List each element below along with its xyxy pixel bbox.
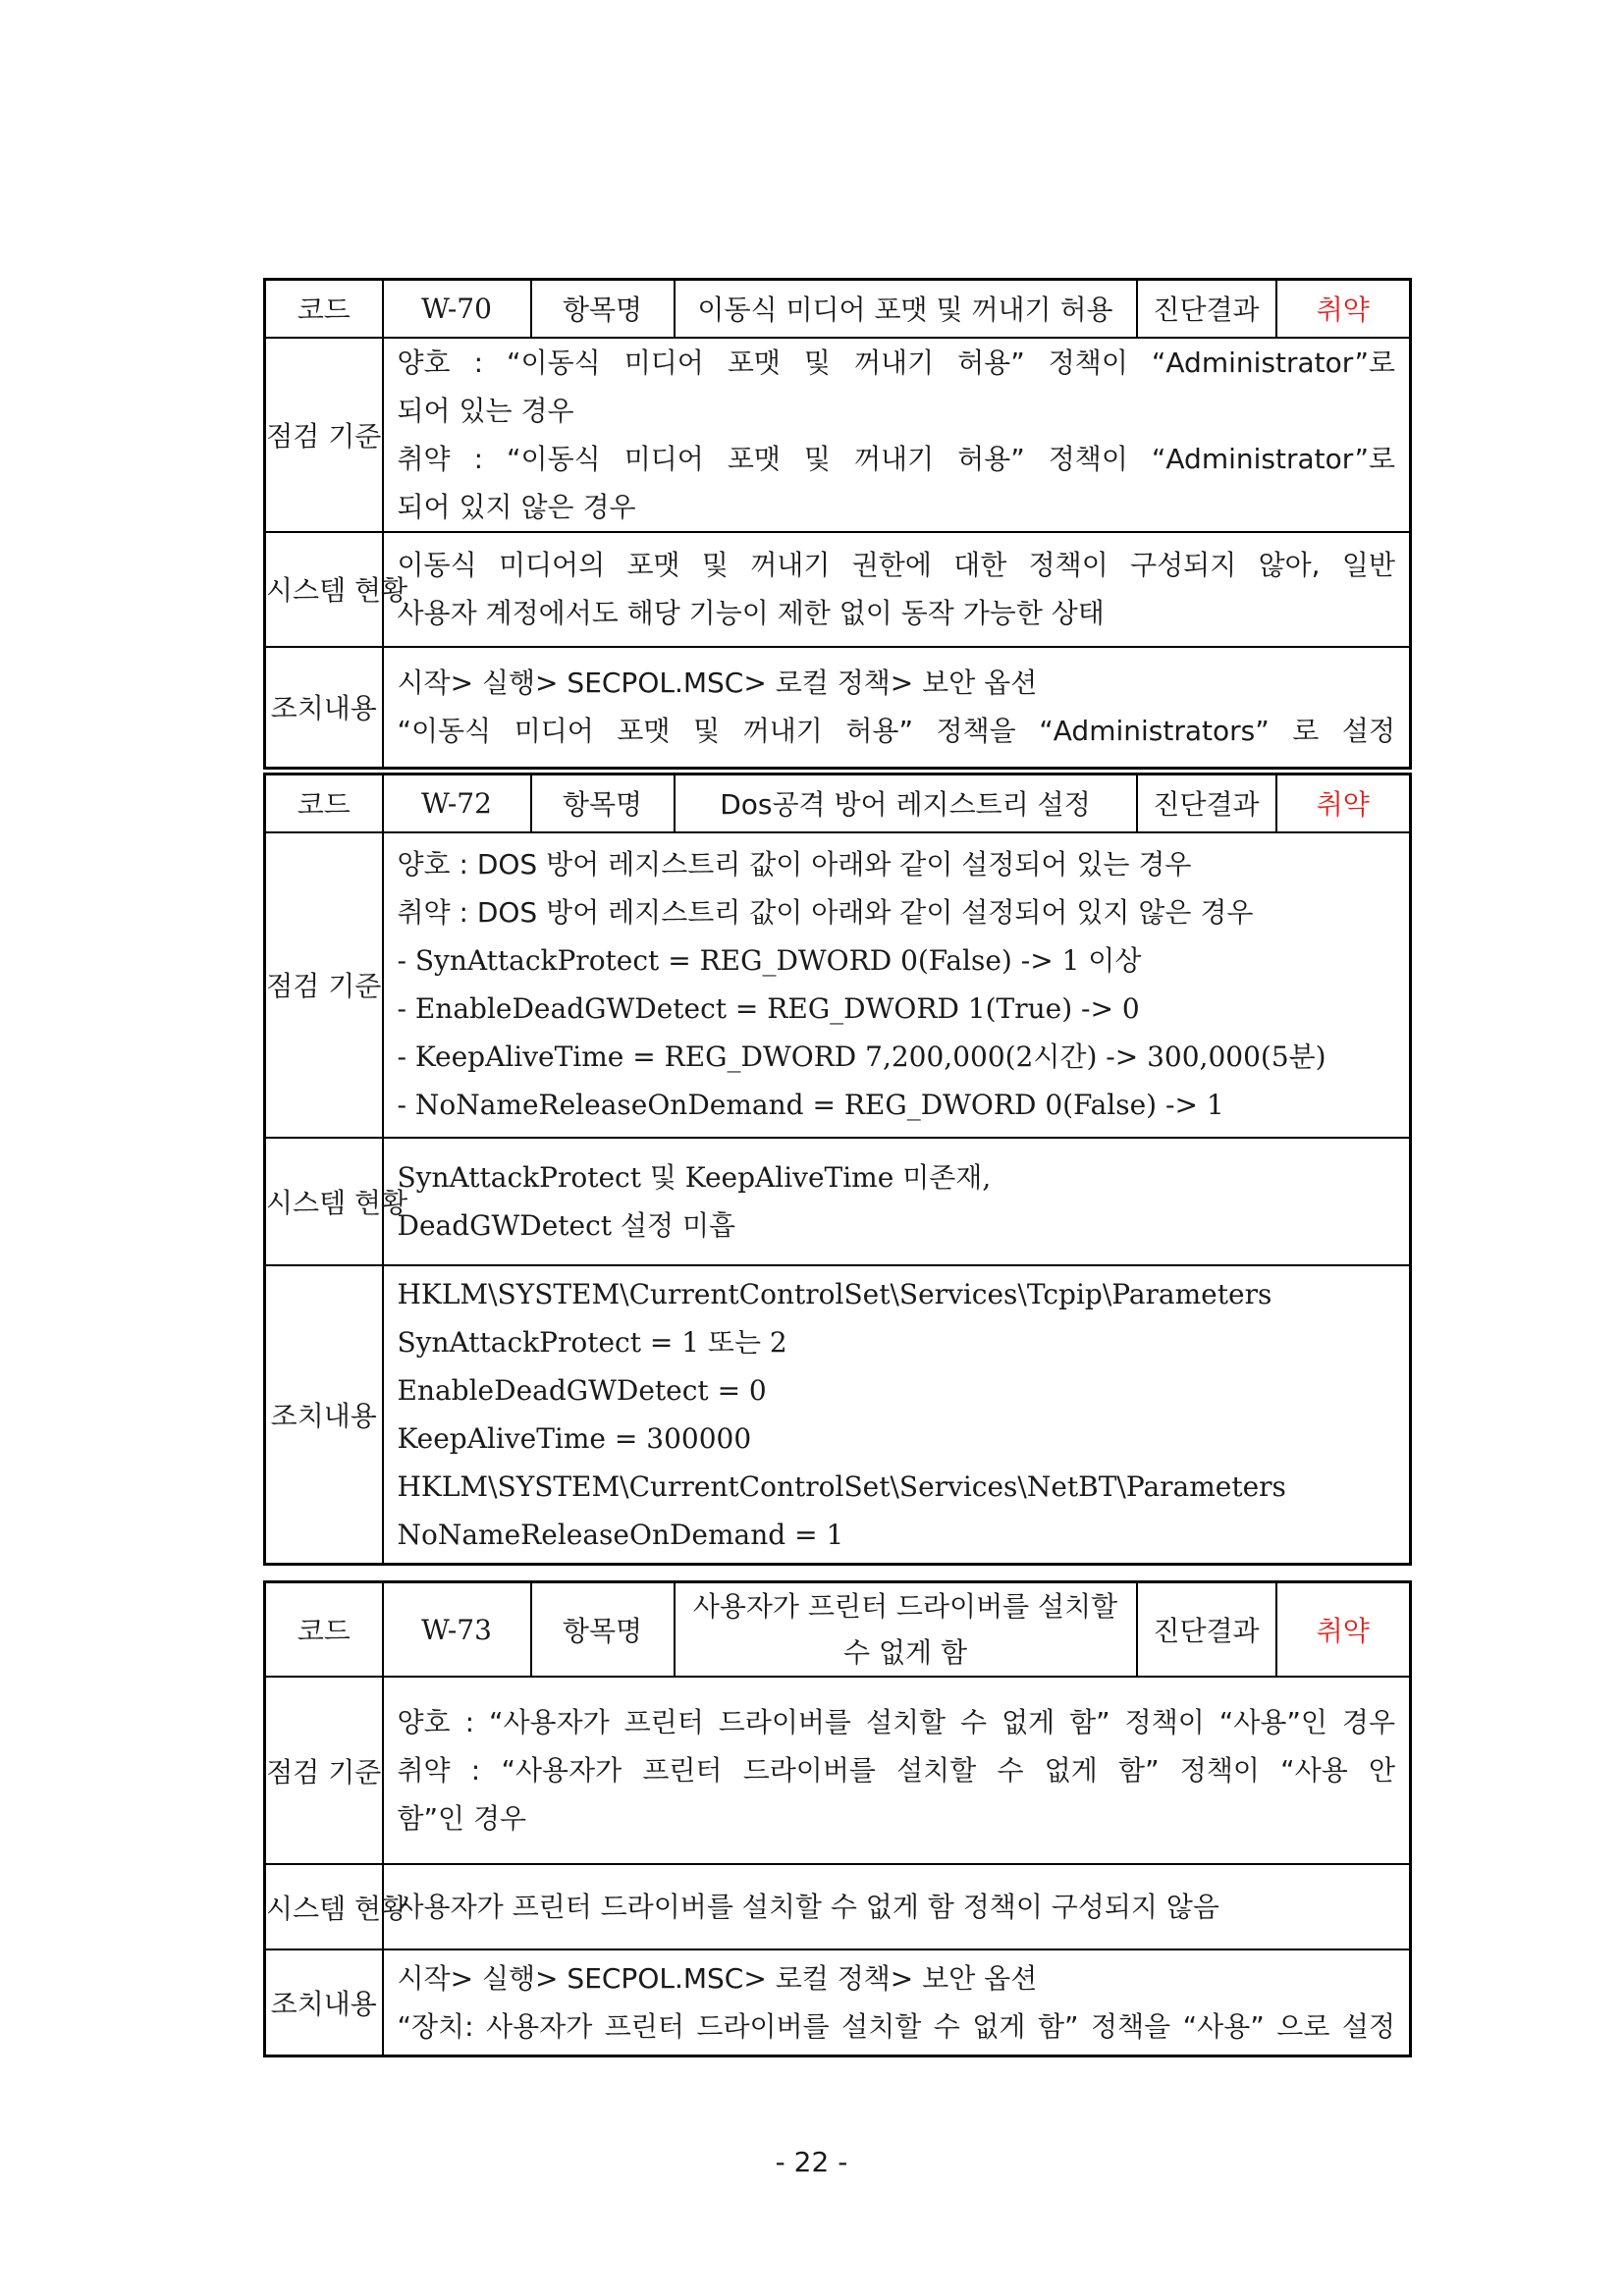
criteria-line: 되어 있지 않은 경우 xyxy=(397,490,636,523)
status-line: 이동식 미디어의 포맷 및 꺼내기 권한에 대한 정책이 구성되지 않아, 일반 xyxy=(397,549,1395,581)
criteria-line: - EnableDeadGWDetect = REG_DWORD 1(True) -> 0 xyxy=(397,992,1140,1025)
status-label: 시스템 현황 xyxy=(265,532,383,647)
criteria-line: 양호 : “사용자가 프린터 드라이버를 설치할 수 없게 함” 정책이 “사용”인 경우 xyxy=(397,1706,1395,1738)
code-label: 코드 xyxy=(265,280,383,338)
status-content xyxy=(383,532,1411,647)
action-row xyxy=(265,1265,1411,1565)
action-label: 조치내용 xyxy=(265,1265,383,1565)
status-label: 시스템 현황 xyxy=(265,1138,383,1265)
criteria-label: 점검 기준 xyxy=(265,832,383,1138)
name-value: Dos공격 방어 레지스트리 설정 xyxy=(675,774,1137,832)
criteria-line: - KeepAliveTime = REG_DWORD 7,200,000(2시간) -> 300,000(5분) xyxy=(397,1041,1326,1073)
status-line: SynAttackProtect 및 KeepAliveTime 미존재, xyxy=(397,1160,992,1194)
criteria-line: - SynAttackProtect = REG_DWORD 0(False) -> 1 이상 xyxy=(397,944,1142,977)
code-label: 코드 xyxy=(265,1582,383,1678)
criteria-row xyxy=(265,832,1411,1138)
result-label: 진단결과 xyxy=(1137,774,1276,832)
action-line: KeepAliveTime = 300000 xyxy=(397,1421,752,1455)
name-value xyxy=(675,1582,1137,1678)
action-row xyxy=(265,647,1411,769)
action-label: 조치내용 xyxy=(265,647,383,769)
criteria-label: 점검 기준 xyxy=(265,1677,383,1864)
audit-item-w70 xyxy=(263,278,1412,770)
criteria-content xyxy=(383,338,1411,532)
item-header-row xyxy=(265,280,1411,338)
name-line: 사용자가 프린터 드라이버를 설치할 xyxy=(692,1590,1118,1623)
action-line: SynAttackProtect = 1 또는 2 xyxy=(397,1325,787,1359)
criteria-line: 함”인 경우 xyxy=(397,1802,527,1835)
action-line: 시작> 실행> SECPOL.MSC> 로컬 정책> 보안 옵션 xyxy=(397,1961,1038,1995)
criteria-line: 되어 있는 경우 xyxy=(397,394,574,427)
criteria-line: 취약 : DOS 방어 레지스트리 값이 아래와 같이 설정되어 있지 않은 경우 xyxy=(397,896,1254,929)
action-content xyxy=(383,1949,1411,2056)
result-value: 취약 xyxy=(1276,774,1411,832)
criteria-content xyxy=(383,1677,1411,1864)
criteria-line: - NoNameReleaseOnDemand = REG_DWORD 0(False) -> 1 xyxy=(397,1089,1224,1121)
criteria-line: 취약 : “이동식 미디어 포맷 및 꺼내기 허용” 정책이 “Administrator”로 xyxy=(397,442,1395,475)
code-value: W-70 xyxy=(383,280,531,338)
criteria-line: 양호 : “이동식 미디어 포맷 및 꺼내기 허용” 정책이 “Administrator”로 xyxy=(397,346,1395,379)
item-header-row xyxy=(265,774,1411,832)
name-label: 항목명 xyxy=(531,774,675,832)
code-value: W-72 xyxy=(383,774,531,832)
code-label: 코드 xyxy=(265,774,383,832)
result-label: 진단결과 xyxy=(1137,280,1276,338)
status-content xyxy=(383,1138,1411,1265)
code-value: W-73 xyxy=(383,1582,531,1678)
result-label: 진단결과 xyxy=(1137,1582,1276,1678)
name-label: 항목명 xyxy=(531,1582,675,1678)
status-line: DeadGWDetect 설정 미흡 xyxy=(397,1208,736,1242)
audit-item-w73 xyxy=(263,1580,1412,2057)
action-line: EnableDeadGWDetect = 0 xyxy=(397,1373,767,1407)
action-row xyxy=(265,1949,1411,2056)
audit-item-w72 xyxy=(263,773,1412,1566)
criteria-content xyxy=(383,832,1411,1138)
action-line: HKLM\SYSTEM\CurrentControlSet\Services\NetBT\Parameters xyxy=(397,1469,1286,1503)
status-line: 사용자 계정에서도 해당 기능이 제한 없이 동작 가능한 상태 xyxy=(397,597,1105,629)
action-content xyxy=(383,647,1411,769)
criteria-line: 양호 : DOS 방어 레지스트리 값이 아래와 같이 설정되어 있는 경우 xyxy=(397,848,1192,881)
action-content xyxy=(383,1265,1411,1565)
action-line: NoNameReleaseOnDemand = 1 xyxy=(397,1518,844,1551)
criteria-line: 취약 : “사용자가 프린터 드라이버를 설치할 수 없게 함” 정책이 “사용 안 xyxy=(397,1754,1395,1787)
status-content xyxy=(383,1864,1411,1949)
status-line: 사용자가 프린터 드라이버를 설치할 수 없게 함 정책이 구성되지 않음 xyxy=(397,1891,1219,1923)
action-line: “장치: 사용자가 프린터 드라이버를 설치할 수 없게 함” 정책을 “사용” 으로 설정 xyxy=(397,2009,1395,2043)
criteria-label: 점검 기준 xyxy=(265,338,383,532)
result-value: 취약 xyxy=(1276,1582,1411,1678)
item-header-row xyxy=(265,1582,1411,1678)
status-row xyxy=(265,532,1411,647)
status-label: 시스템 현황 xyxy=(265,1864,383,1949)
name-value: 이동식 미디어 포맷 및 꺼내기 허용 xyxy=(675,280,1137,338)
criteria-row xyxy=(265,338,1411,532)
action-label: 조치내용 xyxy=(265,1949,383,2056)
action-line: HKLM\SYSTEM\CurrentControlSet\Services\Tcpip\Parameters xyxy=(397,1277,1272,1310)
action-line: 시작> 실행> SECPOL.MSC> 로컬 정책> 보안 옵션 xyxy=(397,667,1038,700)
criteria-row xyxy=(265,1677,1411,1864)
status-row xyxy=(265,1138,1411,1265)
page-number: - 22 - xyxy=(775,2146,848,2178)
status-row xyxy=(265,1864,1411,1949)
result-value: 취약 xyxy=(1276,280,1411,338)
action-line: “이동식 미디어 포맷 및 꺼내기 허용” 정책을 “Administrators” 로 설정 xyxy=(397,715,1395,748)
name-line: 수 없게 함 xyxy=(843,1636,967,1669)
name-label: 항목명 xyxy=(531,280,675,338)
